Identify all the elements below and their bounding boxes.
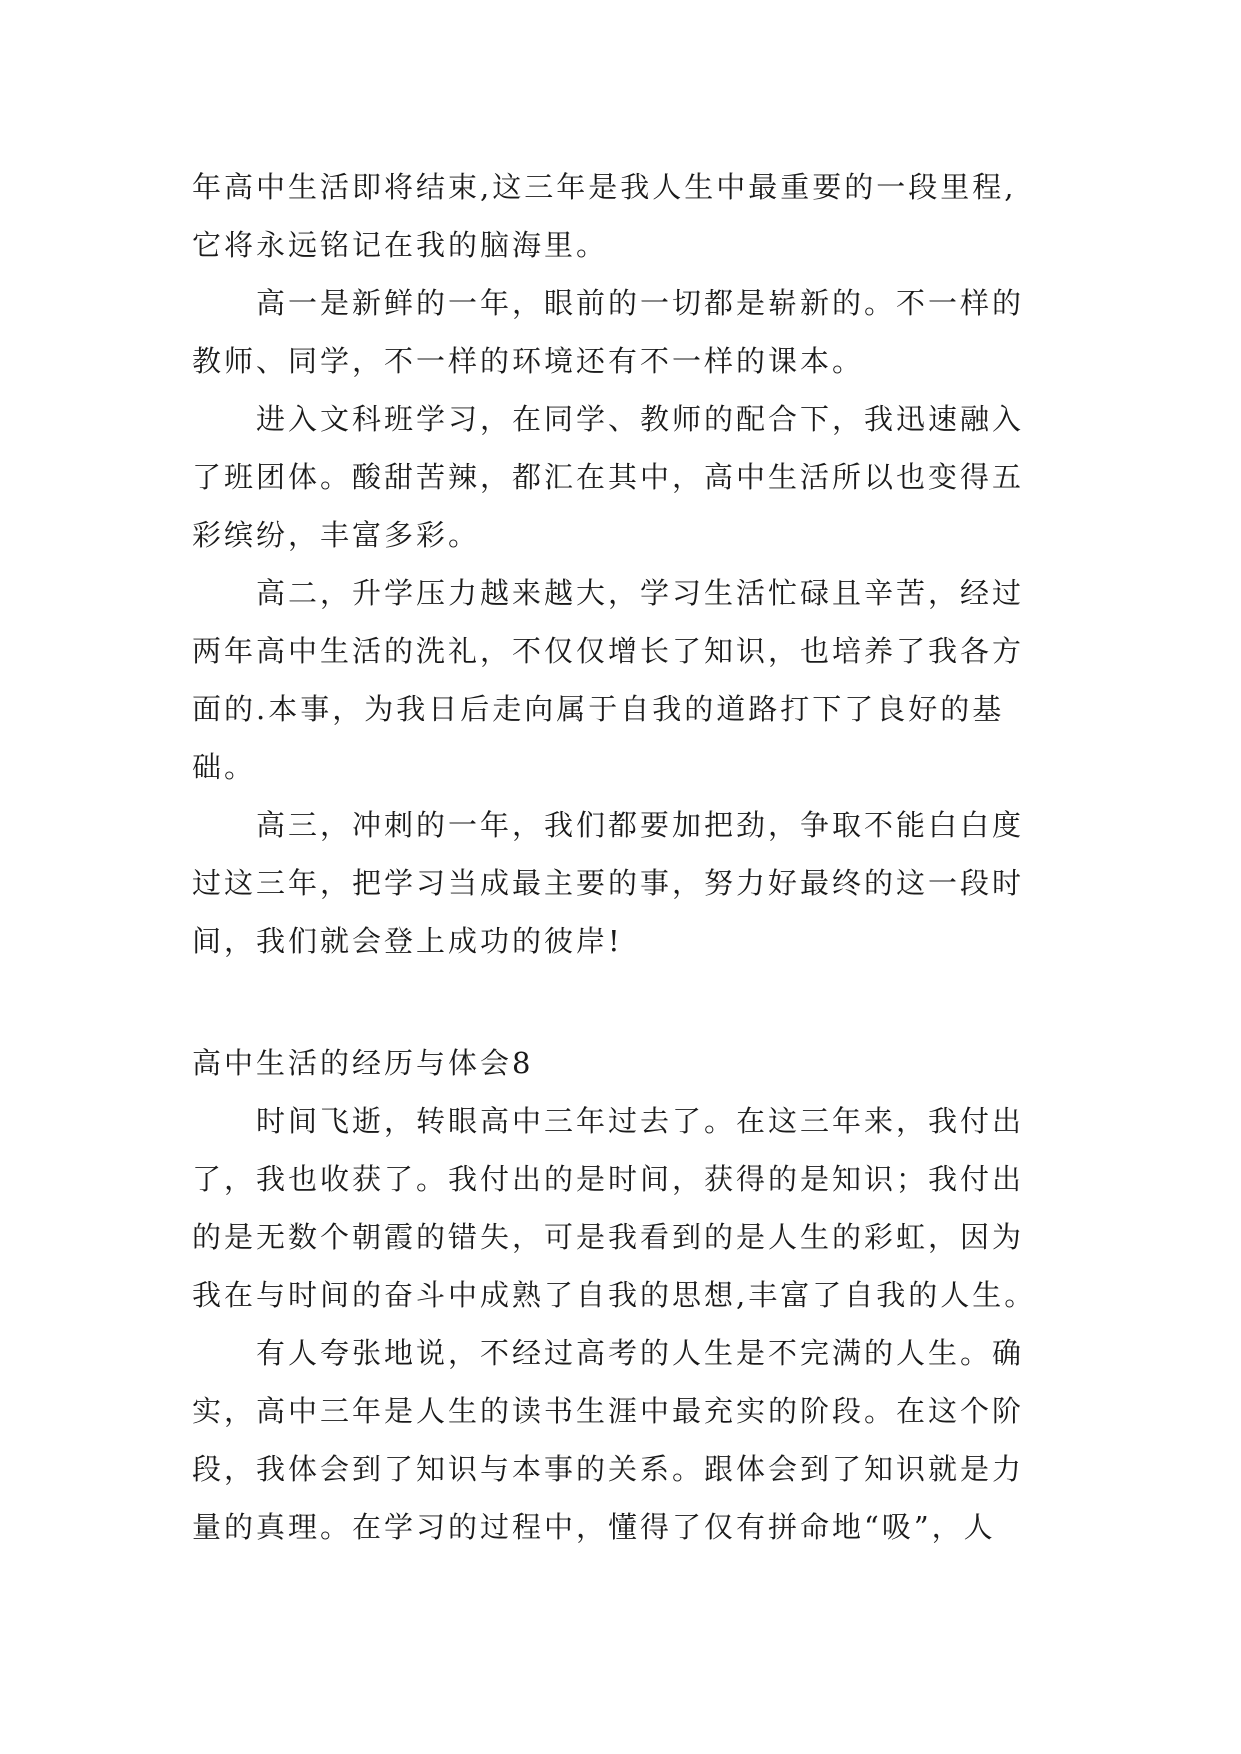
essay-section-a [192, 158, 1072, 970]
text-line: 量的真理。在学习的过程中，懂得了仅有拼命地“吸”，人 [192, 1510, 996, 1544]
text-line: 了，我也收获了。我付出的是时间，获得的是知识；我付出 [192, 1162, 1025, 1196]
text-line: 过这三年，把学习当成最主要的事，努力好最终的这一段时 [192, 866, 1025, 900]
text-line: 彩缤纷，丰富多彩。 [192, 518, 481, 552]
text-line: 间，我们就会登上成功的彼岸! [192, 924, 623, 958]
paragraph-first-line: 时间飞逝，转眼高中三年过去了。在这三年来，我付出 [256, 1104, 1025, 1138]
essay-section-b [192, 1034, 1072, 1556]
text-line: 段，我体会到了知识与本事的关系。跟体会到了知识就是力 [192, 1452, 1025, 1486]
paragraph-first-line: 高二，升学压力越来越大，学习生活忙碌且辛苦，经过 [256, 576, 1025, 610]
text-line: 教师、同学，不一样的环境还有不一样的课本。 [192, 344, 865, 378]
paragraph-first-line: 有人夸张地说，不经过高考的人生是不完满的人生。确 [256, 1336, 1025, 1370]
text-line: 年高中生活即将结束,这三年是我人生中最重要的一段里程, [192, 170, 1017, 204]
text-line: 础。 [192, 750, 257, 784]
text-line: 的是无数个朝霞的错失，可是我看到的是人生的彩虹，因为 [192, 1220, 1025, 1254]
paragraph-first-line: 进入文科班学习，在同学、教师的配合下，我迅速融入 [256, 402, 1025, 436]
text-line: 了班团体。酸甜苦辣，都汇在其中，高中生活所以也变得五 [192, 460, 1025, 494]
text-line: 实，高中三年是人生的读书生涯中最充实的阶段。在这个阶 [192, 1394, 1025, 1428]
text-line: 两年高中生活的洗礼，不仅仅增长了知识，也培养了我各方 [192, 634, 1025, 668]
text-line: 面的.本事，为我日后走向属于自我的道路打下了良好的基 [192, 692, 1005, 726]
paragraph-first-line: 高一是新鲜的一年，眼前的一切都是崭新的。不一样的 [256, 286, 1025, 320]
paragraph-first-line: 高三，冲刺的一年，我们都要加把劲，争取不能白白度 [256, 808, 1025, 842]
text-line: 我在与时间的奋斗中成熟了自我的思想,丰富了自我的人生。 [192, 1278, 1037, 1312]
section-heading: 高中生活的经历与体会8 [192, 1046, 534, 1080]
text-line: 它将永远铭记在我的脑海里。 [192, 228, 609, 262]
